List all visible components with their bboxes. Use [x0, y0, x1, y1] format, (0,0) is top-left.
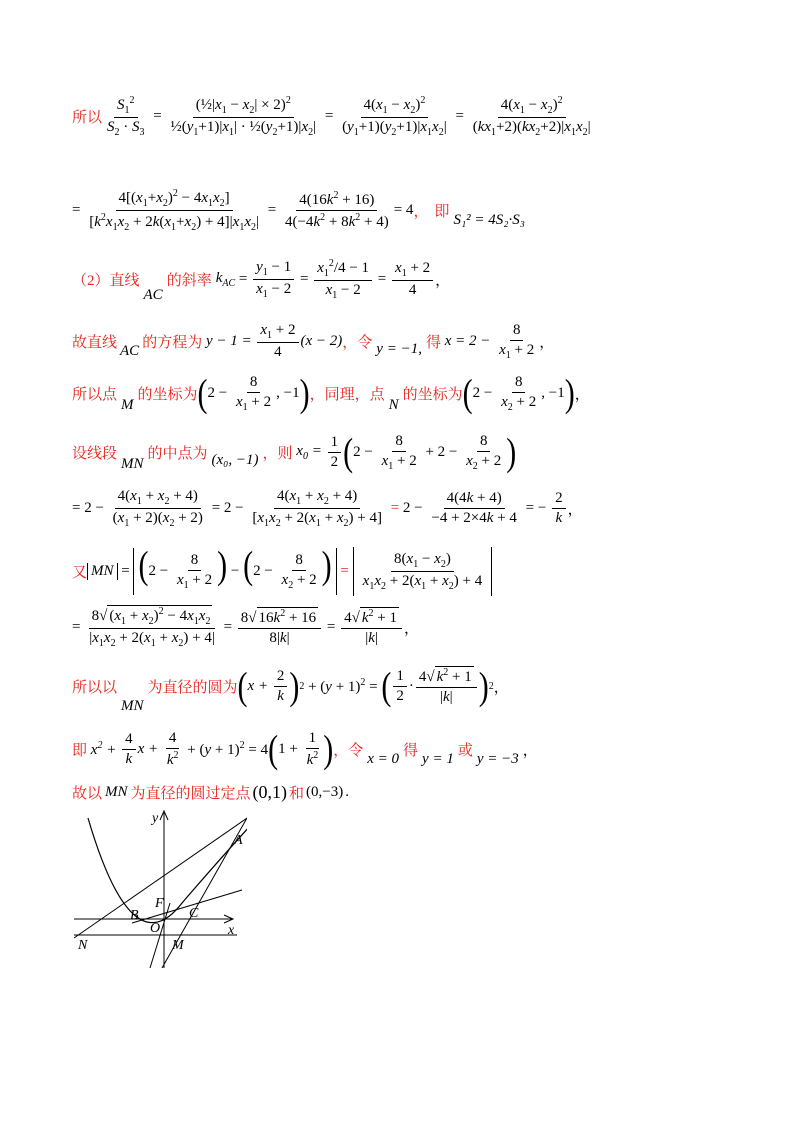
line-BA	[74, 816, 247, 938]
equation-line-1: 所以 $\frac{S_1^2}{S_2 \cdot S_3}$ = $\frac{(\frac{1}{2}|x_1 - x_2| \times 2)^2}{\frac{1}{2}(y_1+1)|x_1| \cdot \frac{1}{2}(y_2+1)|x_2|}$ = $\frac{4(x_1 - x_2)^2}{(y_1+1)(y_2+1)|x_1x_2|}$ = $\frac{4(x_1 - x_2)^2}{(kx_1+2)(kx_2+2)|x_1x_2|}$	[72, 95, 596, 138]
text-c: ，令	[342, 335, 373, 351]
equation-line-10: 所以以 MN 为直径的圆为 ( x + $\frac{2}{k}$ ) 2 + $(y + 1)^2$ = ( $\frac{1}{2}$ · $\frac{4√ k^2 + 1}{|k|}$ ) 2 ，	[72, 664, 509, 714]
text-a: 设线段	[72, 446, 118, 462]
text-a: 故直线	[72, 335, 118, 351]
text-a: 所以以	[72, 679, 118, 696]
text-a: 所以点	[72, 387, 118, 403]
text-result: S₁² = 4S₂·S₃	[453, 212, 525, 228]
equation-line-4: 故直线 AC 的方程为 y − 1 = $\frac{x_1 + 2}{4}$ (x − 2) ，令 y = −1, 得 x = 2 − $\frac{8}{x_1 + 2}$ ，	[72, 322, 555, 361]
text-b: 的方程为	[142, 335, 203, 351]
fraction-step2: $\frac{4(x_1 - x_2)^2}{(y_1+1)(y_2+1)|x_1x_2|}$	[342, 95, 447, 138]
text-x0: x = 0	[367, 751, 400, 767]
equation-line-11: 即 $x^2$ + $\frac{4}{k}$ x + $\frac{4}{k^2}$ + $(y + 1)^2 = 4$ ( 1 + $\frac{1}{k^2}$ ) ，令 x = 0 得 y = 1 或 y = −3 ，	[72, 728, 538, 771]
equation-line-5: 所以点 M 的坐标为 ( 2 − $\frac{8}{x_1 + 2}$ , −1 ) ，同理，点 N 的坐标为 ( 2 − $\frac{8}{x_2 + 2}$ , −1 ) ，	[72, 372, 590, 415]
parabola-curve	[88, 818, 247, 923]
label-A: A	[234, 833, 243, 848]
text-y3: y = −3	[476, 751, 519, 767]
fraction-area-ratio: $\frac{(\frac{1}{2}|x_1 - x_2| \times 2)^2}{\frac{1}{2}(y_1+1)|x_1| \cdot \frac{1}{2}(y_2+1)|x_2|}$	[170, 95, 317, 138]
line-FC	[132, 890, 242, 923]
text-suoyi: 所以	[72, 110, 103, 126]
equation-line-7: = 2 − $\frac{4(x_1 + x_2 + 4)}{(x_1 + 2)(x_2 + 2)}$ = 2 − $\frac{4(x_1 + x_2 + 4)}{[x_1x_2 + 2(x_1 + x_2) + 4]}$ = 2 − $\frac{4(4k + 4)}{-4 + 2\times 4k + 4}$ = − $\frac{2}{k}$ ，	[72, 488, 583, 529]
text-b: 为直径的圆过定点	[130, 786, 251, 802]
text-y1: y = 1	[422, 751, 454, 767]
equation-line-12	[72, 782, 349, 803]
label-M: M	[172, 938, 184, 953]
text-c: ，同理，点	[309, 387, 385, 403]
parabola-figure	[72, 808, 247, 968]
fraction-step5: $\frac{4(16k^2 + 16)}{4(-4k^2 + 8k^2 + 4)}$	[284, 190, 389, 230]
text-b: 为直径的圆为	[147, 679, 238, 696]
text-c: ，则	[262, 446, 293, 462]
fraction-S1sq-over-S2S3: $\frac{S_1^2}{S_2 \cdot S_3}$	[107, 95, 145, 138]
label-MN: MN	[121, 697, 144, 714]
equation-line-6: 设线段 MN 的中点为 (x₀, −1) ，则 $x_0$ = $\frac{1}{2}$ ( 2 − $\frac{8}{x_1 + 2}$ + 2 − $\frac{8}{x_2 + 2}$ )	[72, 431, 517, 474]
text-comma: ，	[413, 204, 429, 220]
text-c: 得	[403, 743, 419, 759]
text-a: 即	[72, 743, 88, 759]
label-AC: AC	[143, 287, 163, 303]
text-p1: (0,1)	[252, 782, 288, 802]
text-slope: 的斜率	[166, 273, 212, 289]
equation-line-2: = $\frac{4[(x_1+x_2)^2 - 4x_1x_2]}{[k^2x_1x_2 + 2k(x_1+x_2) + 4]|x_1x_2|}$ = $\frac{4(16k^2 + 16)}{4(-4k^2 + 8k^2 + 4)}$ = 4 ， 即 S₁² = 4S₂·S₃	[72, 188, 525, 233]
text-p2: (0,−3)	[306, 784, 344, 800]
text-eq4: = 4	[393, 202, 414, 218]
text-a: 又	[72, 565, 88, 581]
label-B: B	[130, 908, 139, 923]
text-b: 的中点为	[147, 446, 208, 462]
text-c: 和	[289, 786, 305, 802]
label-x: x	[228, 923, 235, 938]
label-F: F	[155, 896, 164, 911]
equation-line-3: （2）直线 AC 的斜率 $k_{AC}$ = $\frac{y_1 - 1}{x_1 - 2}$ = $\frac{x_1^2/4 - 1}{x_1 - 2}$ = $\frac{x_1 + 2}{4}$ ，	[72, 258, 451, 303]
label-C: C	[189, 906, 199, 921]
text-b: 的坐标为	[137, 387, 198, 403]
label-AC: AC	[120, 343, 140, 359]
label-N: N	[78, 938, 88, 953]
label-MN: MN	[121, 456, 144, 472]
text-b: ，令	[333, 743, 364, 759]
text-a: 故以	[72, 786, 103, 802]
fraction-step4: $\frac{4[(x_1+x_2)^2 - 4x_1x_2]}{[k^2x_1x_2 + 2k(x_1+x_2) + 4]|x_1x_2|}$	[89, 188, 259, 233]
equation-line-9: = $\frac{8√ (x_1 + x_2)^2 - 4x_1x_2}{|x_1x_2 + 2(x_1 + x_2) + 4|}$ = $\frac{8√ 16k^2 + 16}{8|k|}$ = $\frac{4√ k^2 + 1}{|k|}$ ，	[72, 606, 420, 649]
text-y: y = −1,	[376, 341, 422, 357]
text-d: 的坐标为	[402, 387, 463, 403]
text-d: 得	[425, 335, 441, 351]
text-mid: (x₀, −1)	[211, 452, 259, 468]
text-part2: （2）直线	[72, 273, 140, 289]
label-O: O	[150, 921, 161, 936]
label-MN: MN	[105, 784, 128, 800]
equation-line-8: 又 MN = (2 − $\frac{8}{x_1 + 2}$ ) − (2 − $\frac{8}{x_2 + 2}$ ) = $\frac{8(x_1 - x_2)}{x_1x_2 + 2(x_1 + x_2) + 4}$	[72, 547, 492, 596]
text-d: 或	[457, 743, 473, 759]
label-kAC: $k_{AC}$	[215, 270, 236, 289]
text-d: .	[345, 784, 349, 800]
fraction-step3: $\frac{4(x_1 - x_2)^2}{(kx_1+2)(kx_2+2)|x_1x_2|}$	[472, 95, 591, 138]
text-ji: 即	[434, 204, 450, 220]
label-N: N	[388, 397, 399, 413]
label-y: y	[152, 811, 159, 826]
label-M: M	[121, 397, 134, 413]
